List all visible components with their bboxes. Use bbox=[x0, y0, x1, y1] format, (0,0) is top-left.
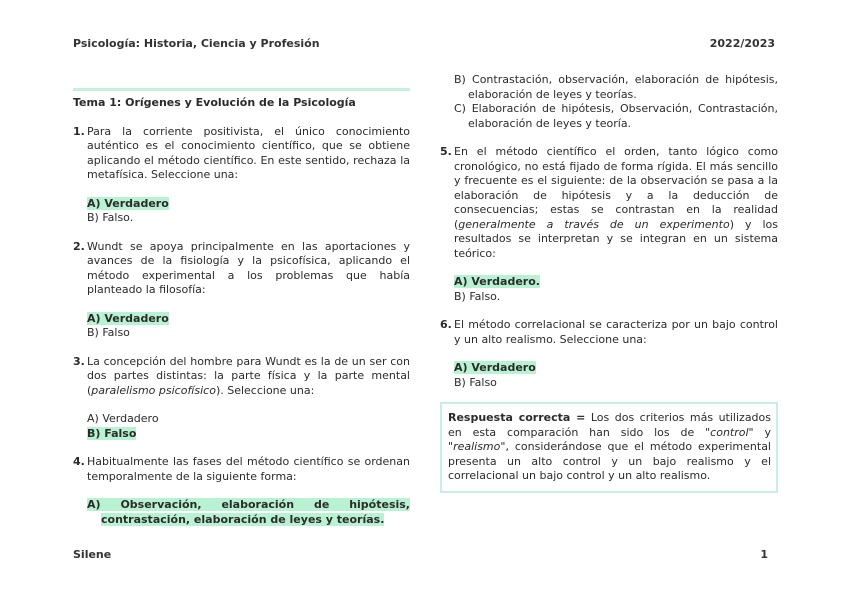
answer-label: Respuesta correcta = bbox=[448, 411, 586, 424]
question-number: 5. bbox=[440, 145, 452, 158]
question-text: Para la corriente positivista, el único conocimiento auténtico es el conocimiento científico, que se obtiene aplicando el método científico. En este sentido, rechaza la metafísica. Seleccione una: bbox=[87, 124, 410, 181]
question-4-continued bbox=[440, 73, 778, 131]
options bbox=[454, 361, 778, 390]
header-year: 2022/2023 bbox=[709, 37, 775, 50]
question-number: 2. bbox=[73, 239, 85, 253]
options bbox=[87, 498, 410, 527]
page-number: 1 bbox=[760, 548, 768, 561]
question-number: 6. bbox=[440, 318, 452, 331]
option: B) Falso bbox=[87, 326, 130, 339]
option: B) Contrastación, observación, elaboración de hipótesis, elaboración de leyes y teorías. bbox=[454, 73, 778, 101]
question-text: El método correlacional se caracteriza por un bajo control y un alto realismo. Seleccione una: bbox=[454, 318, 778, 346]
question-number: 3. bbox=[73, 354, 85, 368]
options bbox=[454, 275, 778, 304]
footer-author: Silene bbox=[73, 548, 112, 561]
question-6 bbox=[440, 318, 778, 390]
question-text: Habitualmente las fases del método científico se ordenan temporalmente de la siguiente forma: bbox=[87, 455, 410, 483]
options bbox=[87, 412, 410, 441]
option: A) Verdadero bbox=[87, 412, 159, 425]
option: B) Falso bbox=[454, 375, 497, 389]
question-number: 1. bbox=[73, 124, 85, 138]
options bbox=[87, 312, 410, 341]
correct-option: A) Observación, elaboración de hipótesis, contrastación, elaboración de leyes y teorías. bbox=[87, 498, 410, 526]
right-column bbox=[440, 73, 778, 493]
correct-option: B) Falso bbox=[87, 426, 137, 440]
question-5 bbox=[440, 145, 778, 304]
topic-divider bbox=[73, 88, 410, 91]
correct-option: A) Verdadero bbox=[87, 196, 169, 210]
answer-box: Respuesta correcta = Los dos criterios más utilizados en esta comparación han sido los de "control" y "realismo", considerándose que el método experimental presenta un alto control y un bajo realismo y el correlacional un bajo control y un alto realismo. bbox=[440, 402, 778, 493]
correct-option: A) Verdadero bbox=[87, 311, 169, 325]
question-text: La concepción del hombre para Wundt es la de un ser con dos partes distintas: la parte física y la parte mental (paralelismo psicofísico). Seleccione una: bbox=[87, 354, 410, 397]
question-text: En el método científico el orden, tanto lógico como cronológico, no está fijado de forma rígida. El más sencillo y frecuente es el siguiente: de la observación se pasa a la elaboración de hipótesis y a la deducción de consecuencias; estas se contrastan en la realidad (generalmente a través de un experimento) y los resultados se interpretan y se integran en un sistema teórico: bbox=[454, 145, 778, 260]
question-4 bbox=[73, 455, 410, 527]
question-2 bbox=[73, 240, 410, 341]
question-text: Wundt se apoya principalmente en las aportaciones y avances de la fisiología y la psicofísica, aplicando el método experimental a los problemas que había planteado la filosofía: bbox=[87, 239, 410, 296]
correct-option: A) Verdadero. bbox=[454, 275, 540, 288]
option: C) Elaboración de hipótesis, Observación, Contrastación, elaboración de leyes y teoría. bbox=[454, 102, 778, 130]
correct-option: A) Verdadero bbox=[454, 361, 536, 374]
option: B) Falso. bbox=[454, 289, 501, 303]
options bbox=[87, 197, 410, 226]
question-3 bbox=[73, 355, 410, 442]
left-column bbox=[73, 88, 410, 527]
question-number: 4. bbox=[73, 455, 85, 468]
question-1 bbox=[73, 125, 410, 226]
option: B) Falso. bbox=[87, 211, 134, 224]
header-course: Psicología: Historia, Ciencia y Profesión bbox=[73, 37, 320, 50]
topic-title: Tema 1: Orígenes y Evolución de la Psicología bbox=[73, 96, 356, 109]
